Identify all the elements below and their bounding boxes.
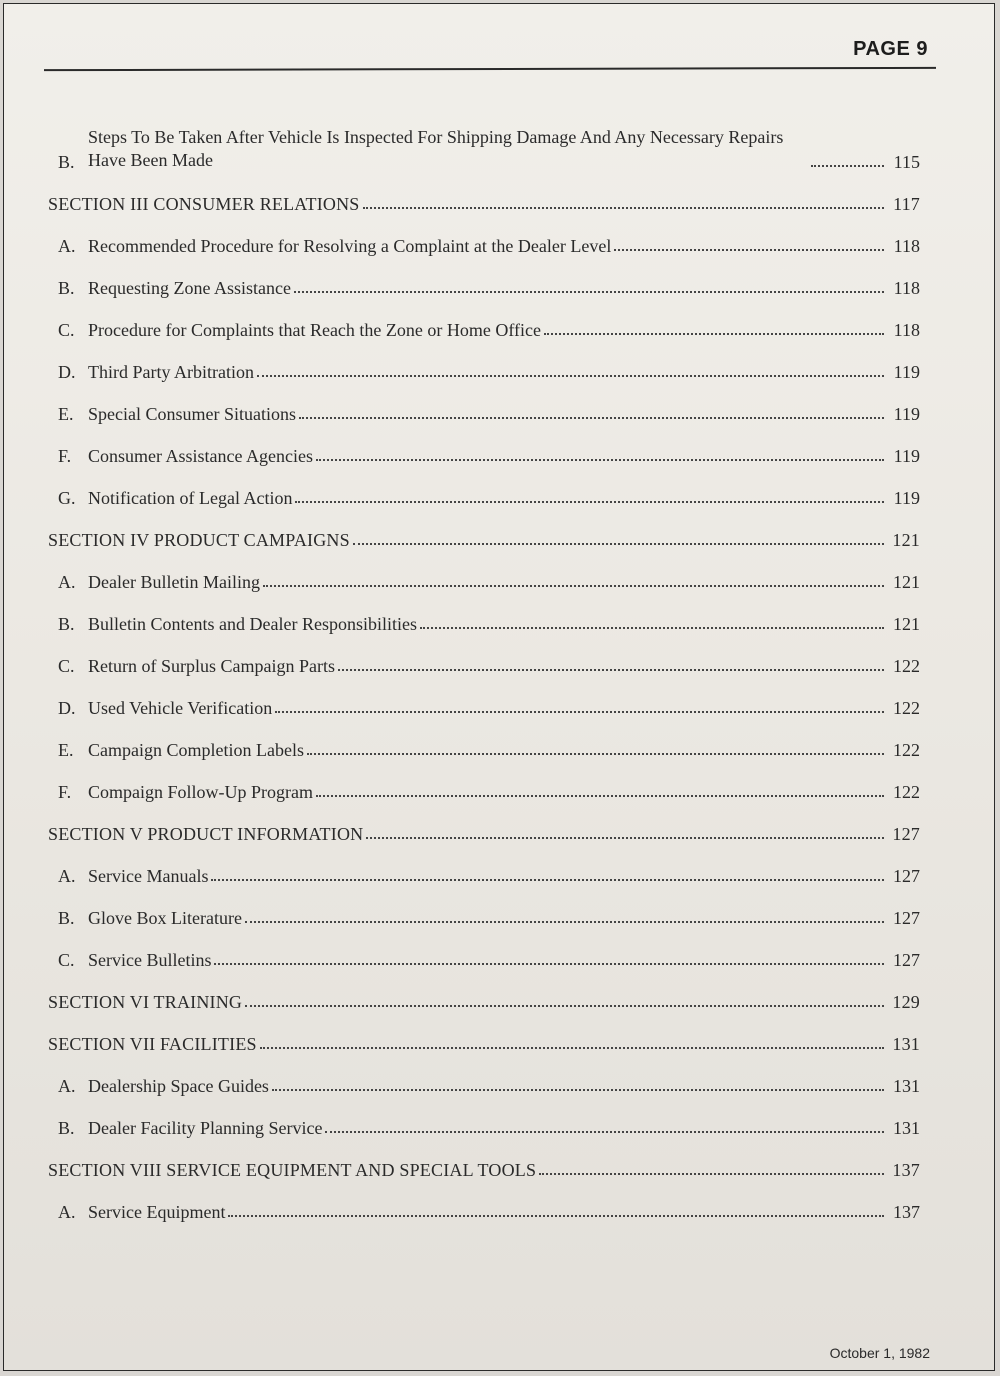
toc-entry [58,740,920,760]
toc-entry-marker: B. [58,1118,75,1138]
toc-entry-marker: C. [58,656,75,676]
toc-entry-page: 119 [893,446,920,466]
toc-entry-page: 119 [893,362,920,382]
toc-entry-title: Consumer Assistance Agencies [88,446,313,466]
toc-entry-marker: A. [58,236,76,256]
dot-leader [316,795,884,797]
toc-entry-title: Dealer Bulletin Mailing [88,572,260,592]
toc-entry-title: Service Bulletins [88,950,212,970]
toc-entry-marker: D. [58,698,76,718]
toc-entry [58,362,920,382]
toc-entry-title: Steps To Be Taken After Vehicle Is Inspected For Shipping Damage And Any Necessary Repairs Have Been Made [88,127,784,170]
toc-entry-page: 131 [893,1118,920,1138]
toc-entry-title: Recommended Procedure for Resolving a Complaint at the Dealer Level [88,236,612,256]
toc-entry-title: Dealership Space Guides [88,1076,269,1096]
toc-entry-title: SECTION IV PRODUCT CAMPAIGNS [48,530,350,550]
toc-entry [58,1118,920,1138]
toc-entry-marker: A. [58,866,76,886]
toc-entry-marker: A. [58,1202,76,1222]
toc-entry-marker: B. [58,614,75,634]
toc-section-heading [48,824,920,844]
document-page [3,3,995,1371]
toc-entry [58,698,920,718]
toc-entry-title: Procedure for Complaints that Reach the Zone or Home Office [88,320,542,340]
toc-entry-title: Compaign Follow-Up Program [88,782,313,802]
toc-entry-marker: B. [58,152,75,172]
toc-entry-page: 117 [893,194,920,214]
toc-entry [58,126,920,172]
toc-entry [58,446,920,466]
toc-entry [58,950,920,970]
toc-entry [58,908,920,928]
toc-entry-marker: C. [58,320,75,340]
toc-entry [58,614,920,634]
toc-entry-page: 122 [893,782,920,802]
dot-leader [338,669,884,671]
dot-leader [295,501,884,503]
page-number: PAGE 9 [853,38,928,60]
toc-entry-title: Used Vehicle Verification [88,698,273,718]
dot-leader [272,1089,884,1091]
dot-leader [228,1215,884,1217]
toc-entry-page: 127 [893,908,920,928]
toc-entry [58,1202,920,1222]
toc-entry-page: 122 [893,740,920,760]
toc-entry-page: 118 [893,320,920,340]
toc-entry-page: 115 [893,152,920,172]
table-of-contents [48,126,920,1222]
toc-entry-page: 119 [893,404,920,424]
dot-leader [245,921,884,923]
toc-entry [58,278,920,298]
toc-entry [58,320,920,340]
toc-entry-title: SECTION VIII SERVICE EQUIPMENT AND SPECIAL TOOLS [48,1160,537,1180]
toc-section-heading [48,530,920,550]
dot-leader [353,543,884,545]
toc-section-heading [48,1160,920,1180]
toc-entry-marker: E. [58,404,74,424]
toc-entry-page: 118 [893,278,920,298]
toc-entry-marker: G. [58,488,76,508]
toc-entry-marker: B. [58,278,75,298]
dot-leader [263,585,884,587]
toc-entry-marker: F. [58,446,72,466]
toc-entry-page: 127 [892,824,920,844]
toc-entry-marker: F. [58,782,72,802]
toc-entry-page: 129 [892,992,920,1012]
toc-entry-page: 121 [893,572,920,592]
toc-entry-page: 118 [893,236,920,256]
toc-entry-page: 122 [893,698,920,718]
toc-entry-marker: B. [58,908,75,928]
dot-leader [260,1047,884,1049]
toc-entry-title: Service Equipment [88,1202,226,1222]
header-rule [44,67,936,71]
toc-entry-marker: C. [58,950,75,970]
toc-entry-title: Notification of Legal Action [88,488,293,508]
toc-entry [58,488,920,508]
toc-section-heading [48,1034,920,1054]
dot-leader [325,1131,884,1133]
dot-leader [275,711,884,713]
toc-entry-title: SECTION III CONSUMER RELATIONS [48,194,360,214]
toc-entry-marker: D. [58,362,76,382]
dot-leader [294,291,884,293]
toc-entry [58,782,920,802]
dot-leader [544,333,884,335]
dot-leader [307,753,884,755]
dot-leader [366,837,884,839]
dot-leader [211,879,884,881]
dot-leader [420,627,884,629]
toc-entry-marker: A. [58,572,76,592]
dot-leader [214,963,884,965]
toc-entry-page: 119 [893,488,920,508]
dot-leader [316,459,884,461]
toc-entry-page: 137 [892,1160,920,1180]
toc-entry-title: Return of Surplus Campaign Parts [88,656,335,676]
toc-entry-title: Glove Box Literature [88,908,242,928]
toc-entry-title: Third Party Arbitration [88,362,254,382]
toc-entry-page: 121 [893,614,920,634]
toc-entry [58,404,920,424]
toc-entry-title: Dealer Facility Planning Service [88,1118,323,1138]
toc-entry-title: SECTION V PRODUCT INFORMATION [48,824,364,844]
toc-entry-title: Special Consumer Situations [88,404,296,424]
dot-leader [299,417,884,419]
toc-entry-page: 131 [892,1034,920,1054]
toc-entry-title: SECTION VII FACILITIES [48,1034,257,1054]
toc-entry-title: Requesting Zone Assistance [88,278,291,298]
dot-leader [257,375,884,377]
toc-section-heading [48,194,920,214]
toc-entry-page: 127 [893,866,920,886]
toc-entry [58,866,920,886]
dot-leader [614,249,884,251]
toc-entry-marker: A. [58,1076,76,1096]
toc-entry-page: 137 [893,1202,920,1222]
toc-entry-title: Service Manuals [88,866,209,886]
dot-leader [811,165,884,167]
dot-leader [363,207,885,209]
toc-entry-page: 127 [893,950,920,970]
toc-entry [58,656,920,676]
dot-leader [539,1173,884,1175]
toc-entry-title: Campaign Completion Labels [88,740,304,760]
toc-entry-title: Bulletin Contents and Dealer Responsibilities [88,614,417,634]
toc-entry-page: 131 [893,1076,920,1096]
dot-leader [245,1005,884,1007]
toc-section-heading [48,992,920,1012]
toc-entry-title: SECTION VI TRAINING [48,992,243,1012]
toc-entry [58,236,920,256]
toc-entry-page: 122 [893,656,920,676]
toc-entry-page: 121 [892,530,920,550]
footer-date: October 1, 1982 [829,1345,930,1361]
toc-entry [58,1076,920,1096]
toc-entry-marker: E. [58,740,74,760]
toc-entry [58,572,920,592]
